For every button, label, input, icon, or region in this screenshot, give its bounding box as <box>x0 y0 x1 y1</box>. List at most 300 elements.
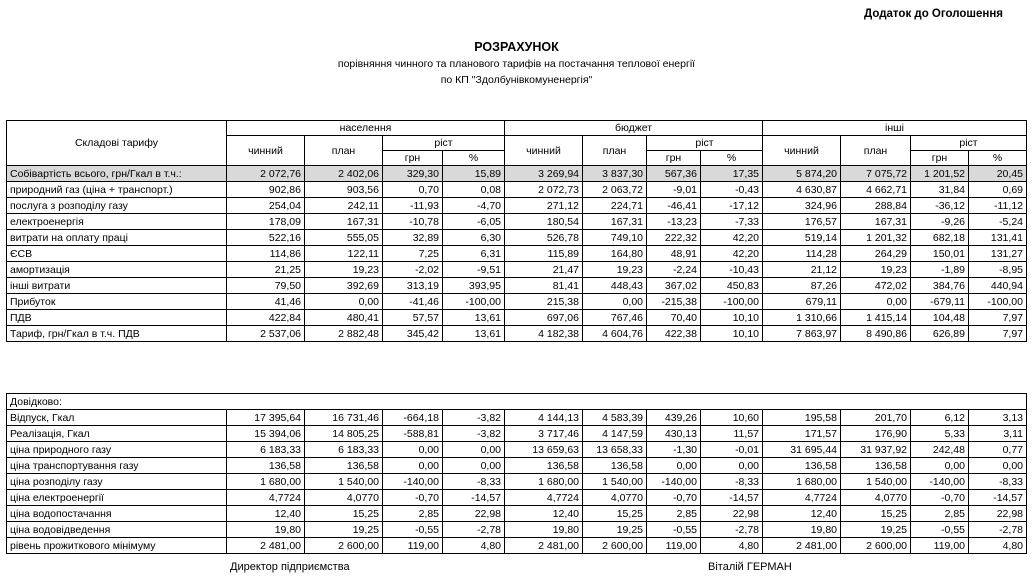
table-row <box>7 246 1027 262</box>
cell-value: 19,80 <box>227 522 305 538</box>
cell-value: -4,70 <box>443 198 505 214</box>
cell-value: 4,0770 <box>583 490 647 506</box>
cell-value: -2,02 <box>383 262 443 278</box>
group-header-other: інші <box>763 121 1027 136</box>
cell-value: 679,11 <box>763 294 841 310</box>
row-label: амортизація <box>7 262 227 278</box>
cell-value: 7,25 <box>383 246 443 262</box>
cell-value: 7,97 <box>969 310 1027 326</box>
table-row <box>7 474 1027 490</box>
cell-value: 15 394,06 <box>227 426 305 442</box>
row-label: рівень прожиткового мінімуму <box>7 538 227 554</box>
cell-value: -41,46 <box>383 294 443 310</box>
cell-value: -0,55 <box>383 522 443 538</box>
cell-value: 2,85 <box>383 506 443 522</box>
cell-value: 682,18 <box>911 230 969 246</box>
cell-value: 12,40 <box>505 506 583 522</box>
cell-value: 19,23 <box>583 262 647 278</box>
cell-value: 19,80 <box>505 522 583 538</box>
table-row <box>7 426 1027 442</box>
cell-value: 0,69 <box>969 182 1027 198</box>
cell-value: 20,45 <box>969 166 1027 182</box>
cell-value: -8,33 <box>701 474 763 490</box>
cell-value: 17,35 <box>701 166 763 182</box>
cell-value: -140,00 <box>383 474 443 490</box>
cell-value: -0,55 <box>911 522 969 538</box>
cell-value: 0,00 <box>305 294 383 310</box>
cell-value: -1,30 <box>647 442 701 458</box>
cell-value: 313,19 <box>383 278 443 294</box>
cell-value: 271,12 <box>505 198 583 214</box>
cell-value: 0,00 <box>383 458 443 474</box>
table-row <box>7 278 1027 294</box>
cell-value: 222,32 <box>647 230 701 246</box>
cell-value: 767,46 <box>583 310 647 326</box>
table-row <box>7 442 1027 458</box>
cell-value: 180,54 <box>505 214 583 230</box>
cell-value: 2 481,00 <box>227 538 305 554</box>
cell-value: -10,78 <box>383 214 443 230</box>
cell-value: 14 805,25 <box>305 426 383 442</box>
cell-value: -215,38 <box>647 294 701 310</box>
cell-value: 2 882,48 <box>305 326 383 342</box>
cell-value: 79,50 <box>227 278 305 294</box>
cell-value: 0,08 <box>443 182 505 198</box>
group-header-population: населення <box>227 121 505 136</box>
cell-value: 15,25 <box>583 506 647 522</box>
cell-value: 4 630,87 <box>763 182 841 198</box>
cell-value: 567,36 <box>647 166 701 182</box>
table-row <box>7 230 1027 246</box>
cell-value: -8,33 <box>443 474 505 490</box>
cell-value: 12,40 <box>763 506 841 522</box>
cell-value: 114,28 <box>763 246 841 262</box>
cell-value: 41,46 <box>227 294 305 310</box>
cell-value: 167,31 <box>841 214 911 230</box>
cell-value: 2 063,72 <box>583 182 647 198</box>
cell-value: 526,78 <box>505 230 583 246</box>
col-growth-pct: % <box>701 151 763 166</box>
cell-value: 697,06 <box>505 310 583 326</box>
cell-value: -0,43 <box>701 182 763 198</box>
cell-value: 21,47 <box>505 262 583 278</box>
cell-value: 178,09 <box>227 214 305 230</box>
table-row <box>7 198 1027 214</box>
cell-value: -11,12 <box>969 198 1027 214</box>
cell-value: 450,83 <box>701 278 763 294</box>
cell-value: 87,26 <box>763 278 841 294</box>
row-label: ціна водопостачання <box>7 506 227 522</box>
cell-value: 0,77 <box>969 442 1027 458</box>
cell-value: 0,00 <box>647 458 701 474</box>
row-label: Відпуск, Гкал <box>7 410 227 426</box>
cell-value: 4,7724 <box>505 490 583 506</box>
organization-name: по КП "Здолбунівкомуненергія" <box>440 74 593 86</box>
cell-value: 6 183,33 <box>305 442 383 458</box>
cell-value: 19,23 <box>841 262 911 278</box>
cell-value: 1 680,00 <box>227 474 305 490</box>
cell-value: 19,23 <box>305 262 383 278</box>
col-current: чинний <box>763 136 841 166</box>
cell-value: -9,01 <box>647 182 701 198</box>
cell-value: 324,96 <box>763 198 841 214</box>
col-growth-pct: % <box>443 151 505 166</box>
cell-value: 264,29 <box>841 246 911 262</box>
cell-value: 1 415,14 <box>841 310 911 326</box>
cell-value: -100,00 <box>701 294 763 310</box>
cell-value: 422,38 <box>647 326 701 342</box>
cell-value: 0,70 <box>383 182 443 198</box>
col-growth-uah: грн <box>383 151 443 166</box>
table-row <box>7 310 1027 326</box>
cell-value: -13,23 <box>647 214 701 230</box>
cell-value: 4,80 <box>701 538 763 554</box>
row-label: ціна водовідведення <box>7 522 227 538</box>
cell-value: 393,95 <box>443 278 505 294</box>
cell-value: 19,25 <box>583 522 647 538</box>
cell-value: -14,57 <box>701 490 763 506</box>
cell-value: 2,85 <box>911 506 969 522</box>
cell-value: 131,27 <box>969 246 1027 262</box>
cell-value: 167,31 <box>305 214 383 230</box>
cell-value: 176,57 <box>763 214 841 230</box>
cell-value: -9,26 <box>911 214 969 230</box>
cell-value: 1 310,66 <box>763 310 841 326</box>
table-row <box>7 214 1027 230</box>
col-growth: ріст <box>911 136 1027 151</box>
cell-value: -8,95 <box>969 262 1027 278</box>
cell-value: 0,00 <box>911 458 969 474</box>
cell-value: 215,38 <box>505 294 583 310</box>
table-row <box>7 522 1027 538</box>
cell-value: 254,04 <box>227 198 305 214</box>
cell-value: 0,00 <box>443 458 505 474</box>
cell-value: 21,25 <box>227 262 305 278</box>
cell-value: 122,11 <box>305 246 383 262</box>
cell-value: 164,80 <box>583 246 647 262</box>
cell-value: 31,84 <box>911 182 969 198</box>
row-label: Собівартість всього, грн/Гкал в т.ч.: <box>7 166 227 182</box>
cell-value: -679,11 <box>911 294 969 310</box>
cell-value: 4 583,39 <box>583 410 647 426</box>
cell-value: -17,12 <box>701 198 763 214</box>
cell-value: 104,48 <box>911 310 969 326</box>
table-row <box>7 326 1027 342</box>
table-row <box>7 410 1027 426</box>
cell-value: -2,78 <box>969 522 1027 538</box>
table-row <box>7 458 1027 474</box>
cell-value: 32,89 <box>383 230 443 246</box>
cell-value: -14,57 <box>443 490 505 506</box>
table-row <box>7 294 1027 310</box>
cell-value: 15,25 <box>841 506 911 522</box>
cell-value: 2,85 <box>647 506 701 522</box>
cell-value: 1 680,00 <box>505 474 583 490</box>
cell-value: 10,60 <box>701 410 763 426</box>
cell-value: 57,57 <box>383 310 443 326</box>
document-subtitle: порівняння чинного та планового тарифів на постачання теплової енергії <box>337 58 696 70</box>
cell-value: 22,98 <box>969 506 1027 522</box>
cell-value: -9,51 <box>443 262 505 278</box>
table-row <box>7 490 1027 506</box>
row-label: Тариф, грн/Гкал в т.ч. ПДВ <box>7 326 227 342</box>
cell-value: 22,98 <box>443 506 505 522</box>
cell-value: 439,26 <box>647 410 701 426</box>
cell-value: 13 659,63 <box>505 442 583 458</box>
cell-value: -3,82 <box>443 426 505 442</box>
cell-value: 48,91 <box>647 246 701 262</box>
cell-value: -7,33 <box>701 214 763 230</box>
cell-value: 1 201,32 <box>841 230 911 246</box>
cell-value: 7 075,72 <box>841 166 911 182</box>
cell-value: 119,00 <box>647 538 701 554</box>
cell-value: -140,00 <box>911 474 969 490</box>
col-plan: план <box>841 136 911 166</box>
col-plan: план <box>305 136 383 166</box>
cell-value: 1 680,00 <box>763 474 841 490</box>
cell-value: -0,70 <box>911 490 969 506</box>
cell-value: 242,48 <box>911 442 969 458</box>
cell-value: 136,58 <box>505 458 583 474</box>
cell-value: 81,41 <box>505 278 583 294</box>
cell-value: -3,82 <box>443 410 505 426</box>
cell-value: 136,58 <box>305 458 383 474</box>
cell-value: 195,58 <box>763 410 841 426</box>
cell-value: 2 537,06 <box>227 326 305 342</box>
cell-value: 115,89 <box>505 246 583 262</box>
reference-heading: Довідково: <box>7 394 1027 410</box>
cell-value: 902,86 <box>227 182 305 198</box>
cell-value: 480,41 <box>305 310 383 326</box>
col-growth-pct: % <box>969 151 1027 166</box>
cell-value: 10,10 <box>701 310 763 326</box>
cell-value: -588,81 <box>383 426 443 442</box>
cell-value: 171,57 <box>763 426 841 442</box>
cell-value: 903,56 <box>305 182 383 198</box>
cell-value: 19,25 <box>305 522 383 538</box>
cell-value: 2 402,06 <box>305 166 383 182</box>
cell-value: 15,25 <box>305 506 383 522</box>
annex-note: Додаток до Оголошення <box>864 8 1003 20</box>
cell-value: 4,7724 <box>763 490 841 506</box>
cell-value: 1 540,00 <box>841 474 911 490</box>
cell-value: 0,00 <box>701 458 763 474</box>
cell-value: 4 147,59 <box>583 426 647 442</box>
row-label: Прибуток <box>7 294 227 310</box>
cell-value: 21,12 <box>763 262 841 278</box>
cell-value: 0,00 <box>383 442 443 458</box>
cell-value: 3 269,94 <box>505 166 583 182</box>
cell-value: -0,70 <box>383 490 443 506</box>
cell-value: -140,00 <box>647 474 701 490</box>
col-growth-uah: грн <box>911 151 969 166</box>
cell-value: 367,02 <box>647 278 701 294</box>
row-label: ПДВ <box>7 310 227 326</box>
cell-value: 0,00 <box>443 442 505 458</box>
table-row <box>7 166 1027 182</box>
cell-value: -2,24 <box>647 262 701 278</box>
cell-value: 5 874,20 <box>763 166 841 182</box>
cell-value: -11,93 <box>383 198 443 214</box>
cell-value: 440,94 <box>969 278 1027 294</box>
cell-value: 555,05 <box>305 230 383 246</box>
group-header-budget: бюджет <box>505 121 763 136</box>
cell-value: -100,00 <box>969 294 1027 310</box>
row-label: природний газ (ціна + транспорт.) <box>7 182 227 198</box>
col-growth-uah: грн <box>647 151 701 166</box>
cell-value: 3 837,30 <box>583 166 647 182</box>
cell-value: 22,98 <box>701 506 763 522</box>
signature-name: Віталій ГЕРМАН <box>708 561 792 573</box>
cell-value: 0,00 <box>583 294 647 310</box>
cell-value: 70,40 <box>647 310 701 326</box>
cell-value: 6,30 <box>443 230 505 246</box>
cell-value: 2 481,00 <box>505 538 583 554</box>
cell-value: -0,70 <box>647 490 701 506</box>
col-growth: ріст <box>383 136 505 151</box>
cell-value: 7,97 <box>969 326 1027 342</box>
cell-value: -2,78 <box>701 522 763 538</box>
cell-value: 10,10 <box>701 326 763 342</box>
cell-value: 6 183,33 <box>227 442 305 458</box>
cell-value: 12,40 <box>227 506 305 522</box>
cell-value: -0,55 <box>647 522 701 538</box>
cell-value: 519,14 <box>763 230 841 246</box>
cell-value: 16 731,46 <box>305 410 383 426</box>
cell-value: 167,31 <box>583 214 647 230</box>
row-label: електроенергія <box>7 214 227 230</box>
cell-value: 4 604,76 <box>583 326 647 342</box>
cell-value: 4,80 <box>969 538 1027 554</box>
cell-value: 626,89 <box>911 326 969 342</box>
cell-value: 3,13 <box>969 410 1027 426</box>
row-label: інші витрати <box>7 278 227 294</box>
row-label: Реалізація, Гкал <box>7 426 227 442</box>
table-row <box>7 506 1027 522</box>
cell-value: 4 662,71 <box>841 182 911 198</box>
cell-value: 384,76 <box>911 278 969 294</box>
cell-value: 224,71 <box>583 198 647 214</box>
cell-value: 136,58 <box>583 458 647 474</box>
cell-value: 430,13 <box>647 426 701 442</box>
cell-value: 4,0770 <box>305 490 383 506</box>
cell-value: -5,24 <box>969 214 1027 230</box>
cell-value: 119,00 <box>911 538 969 554</box>
cell-value: 2 481,00 <box>763 538 841 554</box>
cell-value: 11,57 <box>701 426 763 442</box>
cell-value: 2 600,00 <box>583 538 647 554</box>
cell-value: -100,00 <box>443 294 505 310</box>
cell-value: 242,11 <box>305 198 383 214</box>
cell-value: 31 695,44 <box>763 442 841 458</box>
cell-value: 42,20 <box>701 246 763 262</box>
col-current: чинний <box>227 136 305 166</box>
cell-value: 392,69 <box>305 278 383 294</box>
cell-value: 6,31 <box>443 246 505 262</box>
cell-value: 448,43 <box>583 278 647 294</box>
cell-value: -8,33 <box>969 474 1027 490</box>
table-row <box>7 538 1027 554</box>
col-header-components: Складові тарифу <box>7 121 227 166</box>
col-growth: ріст <box>647 136 763 151</box>
cell-value: 13,61 <box>443 326 505 342</box>
table-row <box>7 182 1027 198</box>
reference-table <box>6 393 1027 554</box>
cell-value: 1 540,00 <box>583 474 647 490</box>
cell-value: 136,58 <box>763 458 841 474</box>
cell-value: 2 072,76 <box>227 166 305 182</box>
cell-value: 114,86 <box>227 246 305 262</box>
cell-value: -36,12 <box>911 198 969 214</box>
cell-value: 131,41 <box>969 230 1027 246</box>
cell-value: 13 658,33 <box>583 442 647 458</box>
cell-value: 1 201,52 <box>911 166 969 182</box>
cell-value: 0,00 <box>969 458 1027 474</box>
cell-value: 136,58 <box>227 458 305 474</box>
cell-value: 8 490,86 <box>841 326 911 342</box>
cell-value: 19,80 <box>763 522 841 538</box>
cell-value: 2 600,00 <box>305 538 383 554</box>
cell-value: -0,01 <box>701 442 763 458</box>
cell-value: 422,84 <box>227 310 305 326</box>
cell-value: 119,00 <box>383 538 443 554</box>
cell-value: 749,10 <box>583 230 647 246</box>
cell-value: 19,25 <box>841 522 911 538</box>
cell-value: 472,02 <box>841 278 911 294</box>
cell-value: -14,57 <box>969 490 1027 506</box>
cell-value: 0,00 <box>841 294 911 310</box>
cell-value: 5,33 <box>911 426 969 442</box>
cell-value: 17 395,64 <box>227 410 305 426</box>
cell-value: 6,12 <box>911 410 969 426</box>
cell-value: -6,05 <box>443 214 505 230</box>
cell-value: 13,61 <box>443 310 505 326</box>
col-plan: план <box>583 136 647 166</box>
row-label: ціна природного газу <box>7 442 227 458</box>
cell-value: 7 863,97 <box>763 326 841 342</box>
row-label: ціна розподілу газу <box>7 474 227 490</box>
cell-value: -10,43 <box>701 262 763 278</box>
cell-value: -46,41 <box>647 198 701 214</box>
cell-value: -664,18 <box>383 410 443 426</box>
cell-value: 329,30 <box>383 166 443 182</box>
cell-value: 288,84 <box>841 198 911 214</box>
cell-value: 150,01 <box>911 246 969 262</box>
cell-value: 2 600,00 <box>841 538 911 554</box>
col-current: чинний <box>505 136 583 166</box>
cell-value: 136,58 <box>841 458 911 474</box>
cell-value: 4,80 <box>443 538 505 554</box>
cell-value: 4,7724 <box>227 490 305 506</box>
cell-value: 4,0770 <box>841 490 911 506</box>
cell-value: 345,42 <box>383 326 443 342</box>
cell-value: 15,89 <box>443 166 505 182</box>
cell-value: 201,70 <box>841 410 911 426</box>
cell-value: 31 937,92 <box>841 442 911 458</box>
row-label: послуга з розподілу газу <box>7 198 227 214</box>
cell-value: 176,90 <box>841 426 911 442</box>
cell-value: -1,89 <box>911 262 969 278</box>
cell-value: -2,78 <box>443 522 505 538</box>
cell-value: 4 182,38 <box>505 326 583 342</box>
row-label: ціна електроенергії <box>7 490 227 506</box>
cell-value: 1 540,00 <box>305 474 383 490</box>
signature-position: Директор підприємства <box>230 561 350 573</box>
cell-value: 4 144,13 <box>505 410 583 426</box>
row-label: ціна транспортування газу <box>7 458 227 474</box>
row-label: витрати на оплату праці <box>7 230 227 246</box>
cell-value: 42,20 <box>701 230 763 246</box>
